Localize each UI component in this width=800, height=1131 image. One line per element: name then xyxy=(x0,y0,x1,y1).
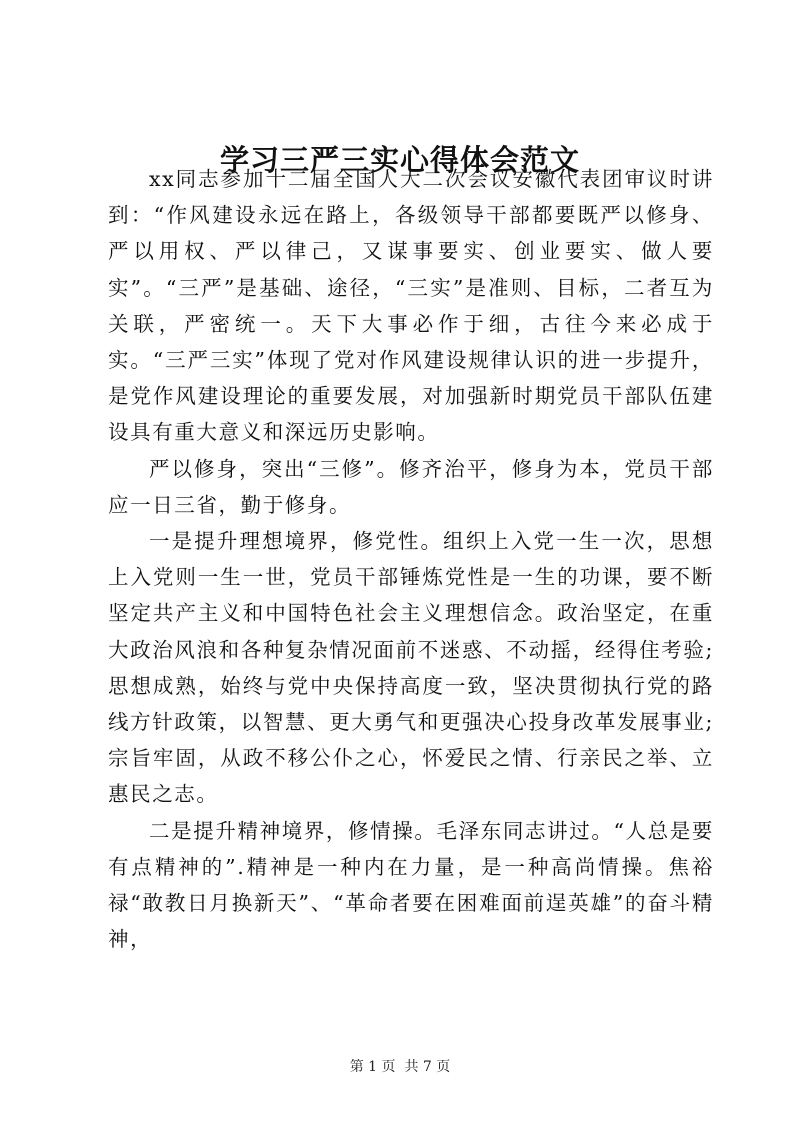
paragraph-2: 严以修身，突出“三修”。修齐治平，修身为本，党员干部应一日三省，勤于修身。 xyxy=(108,456,714,517)
document-title: 学习三严三实心得体会范文 xyxy=(219,143,580,177)
document-body xyxy=(108,161,714,957)
page-footer: 第 1 页 共 7 页 xyxy=(349,1059,451,1075)
paragraph-4: 二是提升精神境界，修情操。毛泽东同志讲过。“人总是要有点精神的”.精神是一种内在力量，是一种高尚情操。焦裕禄“敢教日月换新天”、“革命者要在困难面前逞英雄”的奋斗精神， xyxy=(108,818,714,952)
paragraph-1: xx同志参加十二届全国人大二次会议安徽代表团审议时讲到：“作风建设永远在路上，各级领导干部都要既严以修身、严以用权、严以律己，又谋事要实、创业要实、做人要实”。“三严”是基础、途径，“三实”是准则、目标，二者互为关联，严密统一。天下大事必作于细，古往今来必成于实。“三严三实”体现了党对作风建设规律认识的进一步提升，是党作风建设理论的重要发展，对加强新时期党员干部队伍建设具有重大意义和深远历史影响。 xyxy=(108,167,714,445)
paragraph-3: 一是提升理想境界，修党性。组织上入党一生一次，思想上入党则一生一世，党员干部锤炼党性是一生的功课，要不断坚定共产主义和中国特色社会主义理想信念。政治坚定，在重大政治风浪和各种复杂情况面前不迷惑、不动摇，经得住考验;思想成熟，始终与党中央保持高度一致，坚决贯彻执行党的路线方针政策，以智慧、更大勇气和更强决心投身改革发展事业;宗旨牢固，从政不移公仆之心，怀爱民之情、行亲民之举、立惠民之志。 xyxy=(108,529,714,807)
